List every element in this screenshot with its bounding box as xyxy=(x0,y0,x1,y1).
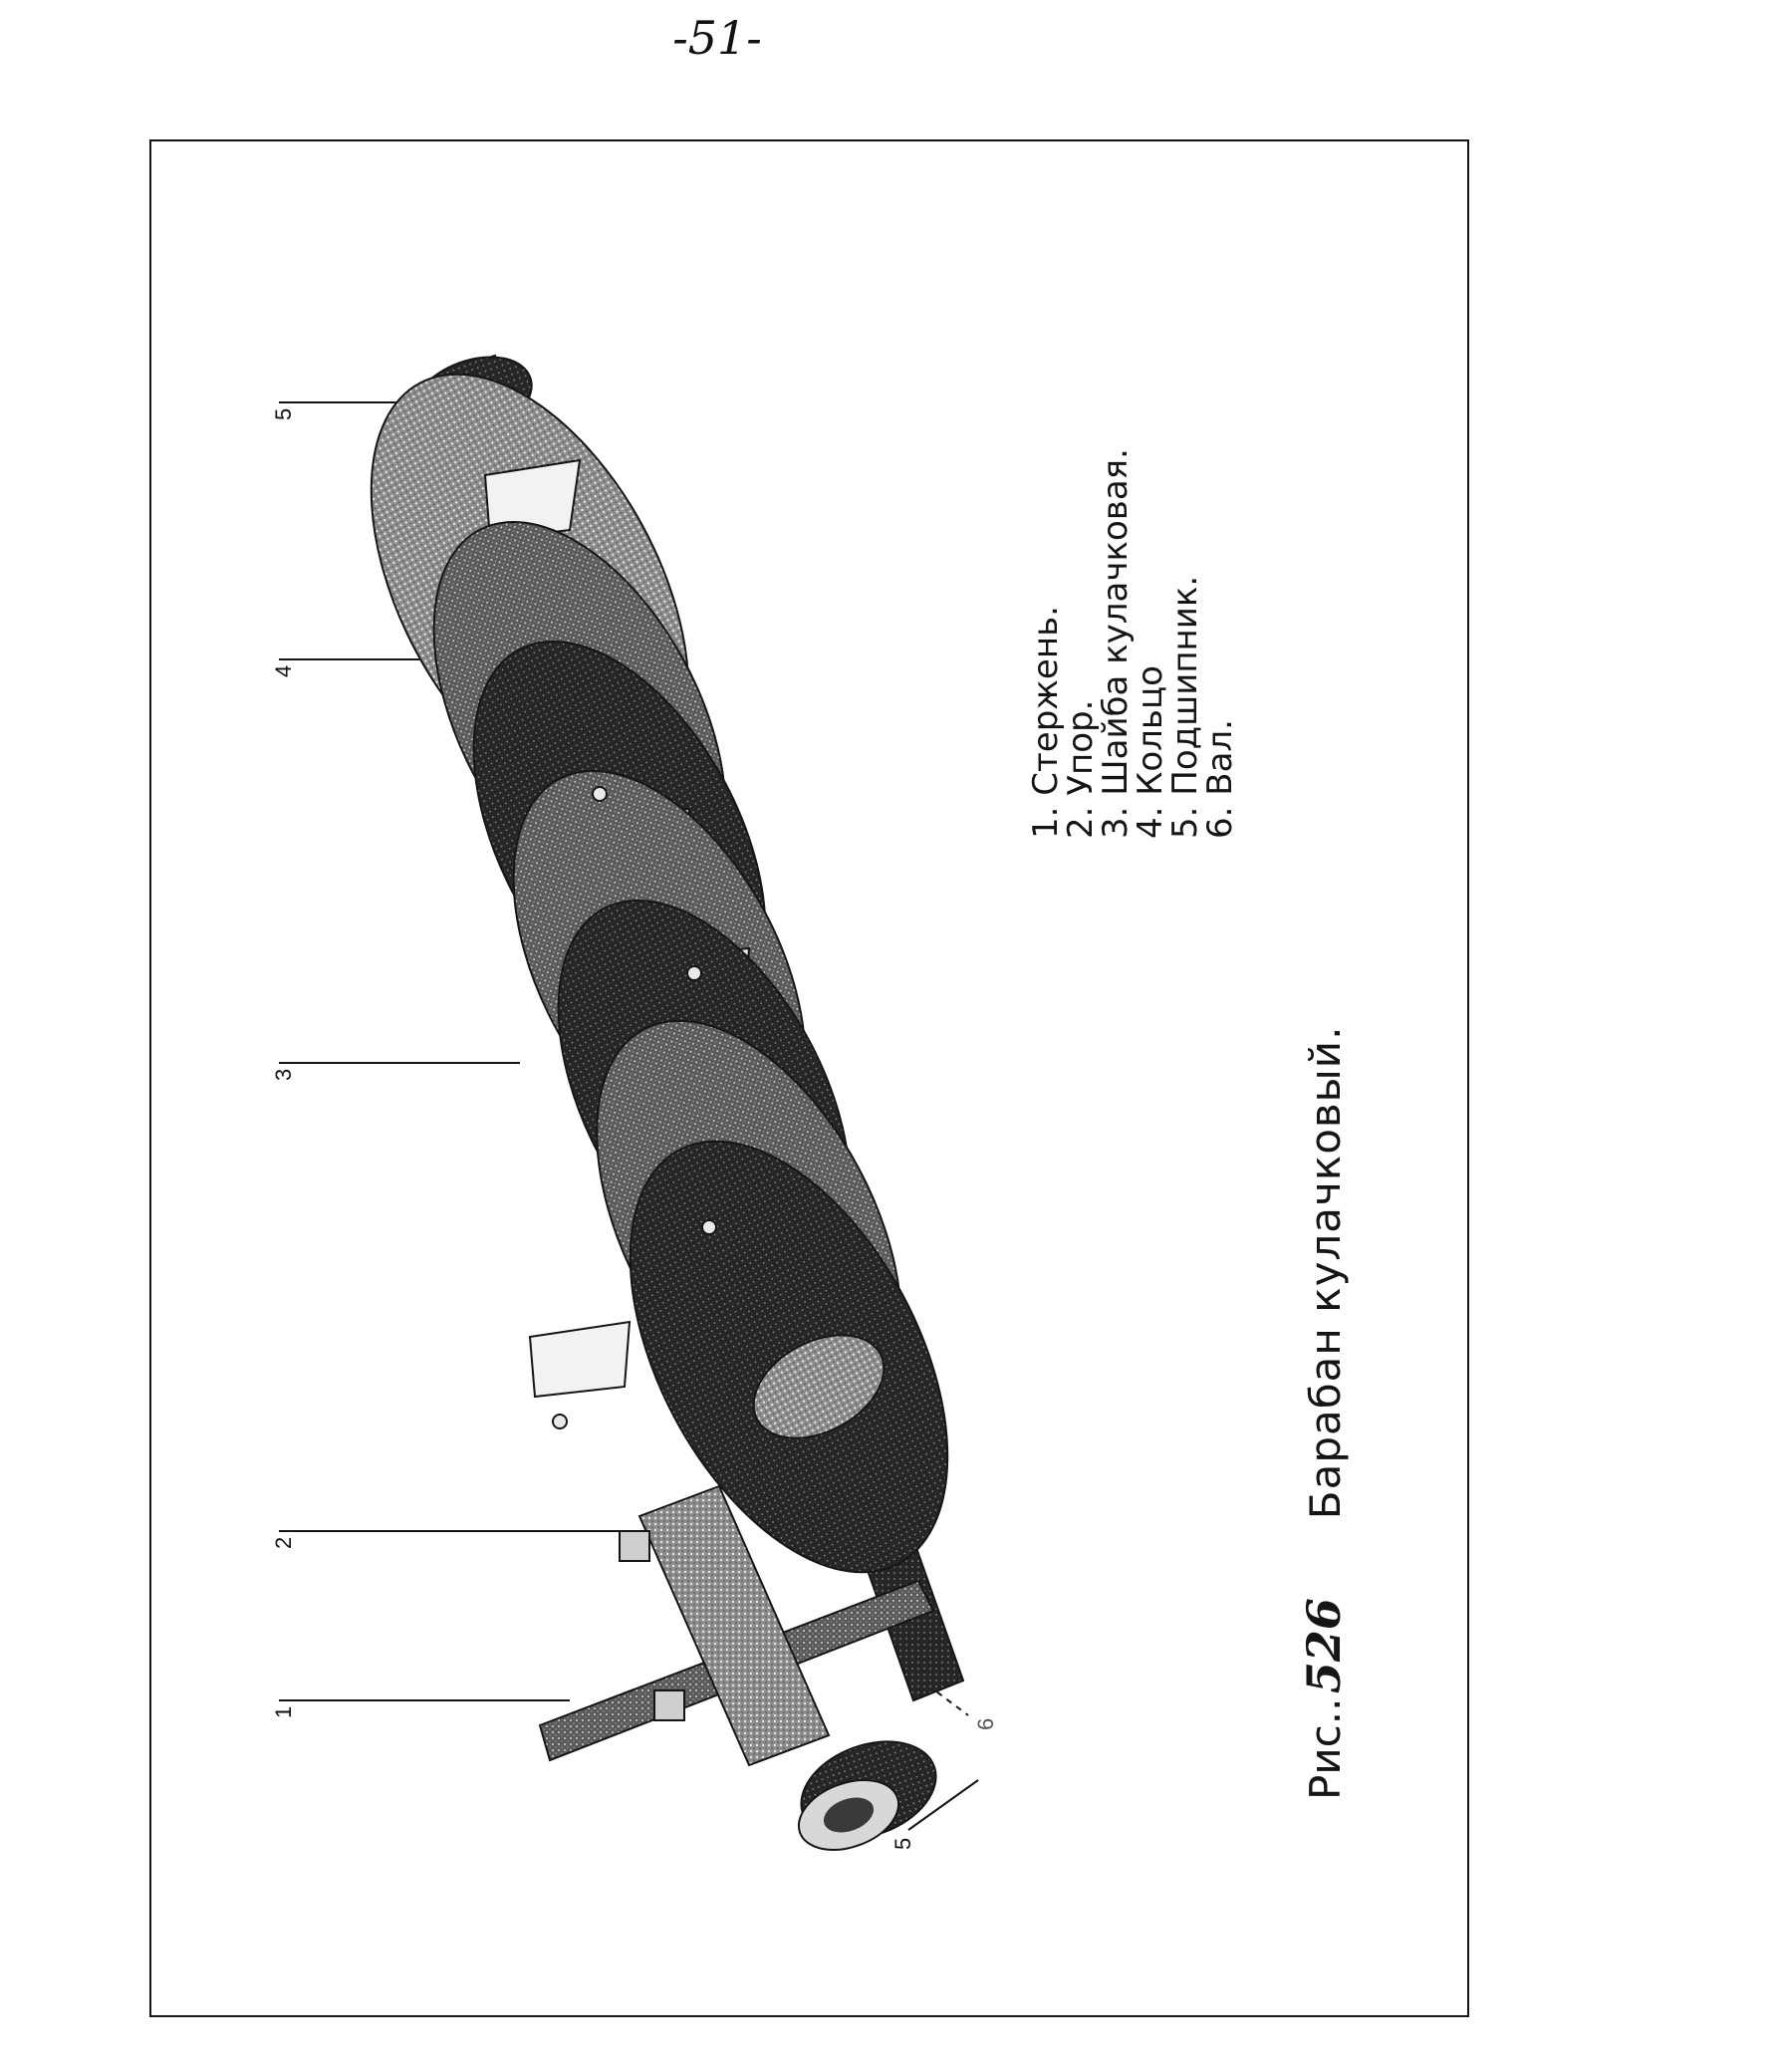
callout-6: 6 xyxy=(973,1717,998,1730)
callout-5-bottom: 5 xyxy=(890,1837,915,1850)
bottom-bearing xyxy=(788,1724,949,1863)
legend-item-4: 4. Кольцо xyxy=(1131,665,1170,839)
legend-item-5: 5. Подшипник. xyxy=(1165,575,1205,839)
caption-number: 526 xyxy=(1297,1598,1351,1694)
cam-discs xyxy=(306,322,1013,1624)
legend-item-1: 1. Стержень. xyxy=(1026,606,1066,839)
callout-3: 3 xyxy=(271,1068,296,1081)
legend-item-3: 3. Шайба кулачковая. xyxy=(1096,448,1136,839)
cam-drum-illustration xyxy=(151,141,1471,2019)
legend-item-6: 6. Вал. xyxy=(1200,719,1240,839)
callout-1: 1 xyxy=(271,1705,296,1718)
figure-frame xyxy=(149,139,1469,2017)
callout-2: 2 xyxy=(271,1536,296,1549)
figure-caption xyxy=(1297,1026,1351,1800)
legend-item-2: 2. Упор. xyxy=(1061,699,1101,839)
caption-title: Барабан кулачковый. xyxy=(1301,1025,1350,1520)
callout-5-top: 5 xyxy=(271,407,296,420)
page-number: -51- xyxy=(672,11,762,65)
caption-prefix: Рис.. xyxy=(1301,1697,1350,1800)
callout-4: 4 xyxy=(271,664,296,677)
